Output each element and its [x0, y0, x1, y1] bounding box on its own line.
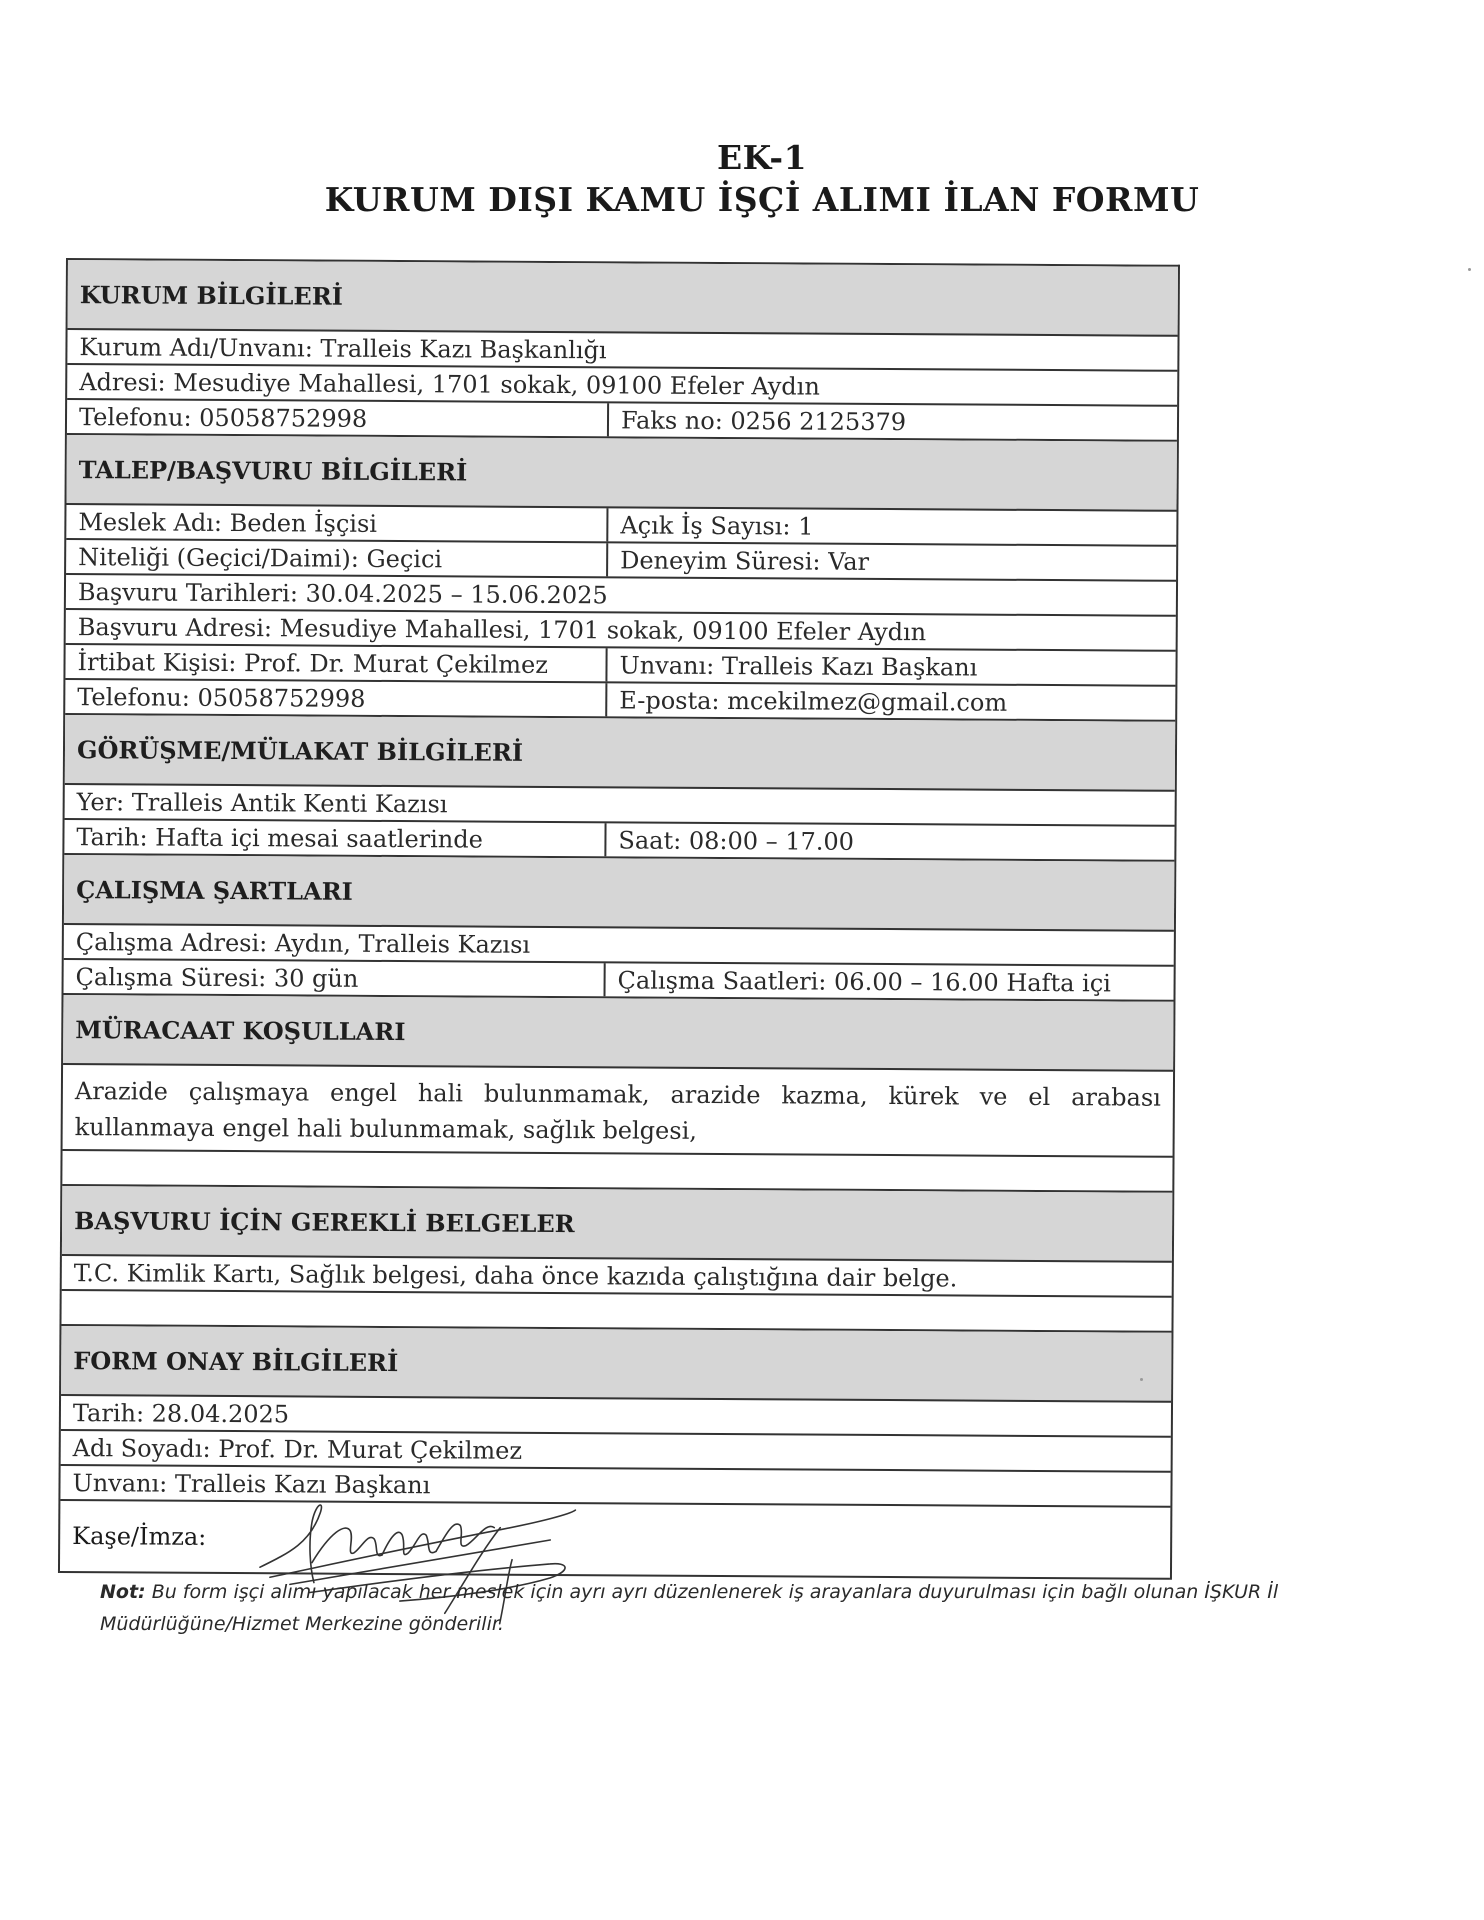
gerekli-belgeler-field: T.C. Kimlik Kartı, Sağlık belgesi, daha önce kazıda çalıştığına dair belge. [73, 1259, 958, 1293]
calisma-saatleri-field: Çalışma Saatleri: 06.00 – 16.00 Hafta içi [617, 966, 1111, 998]
form-code-title: EK-1 [716, 138, 808, 177]
note-label: Not: [100, 1581, 146, 1603]
section-header-kurum: KURUM BİLGİLERİ [68, 260, 1178, 337]
section-header-belgeler: BAŞVURU İÇİN GEREKLİ BELGELER [62, 1186, 1172, 1263]
row-kase-imza [60, 1501, 1170, 1580]
talep-eposta-field: E-posta: mcekilmez@gmail.com [619, 686, 1008, 717]
nitelik-field: Niteliği (Geçici/Daimi): Geçici [66, 540, 608, 576]
note-text: Bu form işçi alımı yapılacak her meslek için ayrı ayrı düzenlenerek iş arayanlara duyurulması için bağlı olunan İŞKUR İl Müdürlüğüne/Hizmet Merkezine gönderilir. [100, 1581, 1279, 1635]
footer-note [100, 1576, 1390, 1640]
talep-telefon-field: Telefonu: 05058752998 [65, 680, 607, 716]
onay-tarih-field: Tarih: 28.04.2025 [72, 1399, 290, 1429]
application-form-table [58, 258, 1180, 1580]
onay-unvan-field: Unvanı: Tralleis Kazı Başkanı [72, 1469, 431, 1500]
gorusme-saat-field: Saat: 08:00 – 17.00 [618, 826, 855, 856]
irtibat-kisisi-field: İrtibat Kişisi: Prof. Dr. Murat Çekilmez [65, 645, 607, 681]
scan-speck [1140, 1378, 1143, 1381]
gorusme-yer-field: Yer: Tralleis Antik Kenti Kazısı [76, 788, 448, 819]
gorusme-tarih-field: Tarih: Hafta içi mesai saatlerinde [64, 820, 606, 856]
section-header-onay: FORM ONAY BİLGİLERİ [61, 1326, 1171, 1403]
onay-adi-soyadi-field: Adı Soyadı: Prof. Dr. Murat Çekilmez [72, 1434, 523, 1465]
kurum-adi-field: Kurum Adı/Unvanı: Tralleis Kazı Başkanlığı [79, 333, 607, 365]
section-header-talep: TALEP/BAŞVURU BİLGİLERİ [66, 435, 1176, 512]
basvuru-tarihleri-field: Başvuru Tarihleri: 30.04.2025 – 15.06.2025 [77, 578, 608, 610]
section-header-calisma: ÇALIŞMA ŞARTLARI [64, 855, 1174, 932]
meslek-adi-field: Meslek Adı: Beden İşçisi [66, 505, 608, 541]
kurum-faks-field: Faks no: 0256 2125379 [620, 406, 907, 437]
irtibat-unvan-field: Unvanı: Tralleis Kazı Başkanı [619, 651, 978, 682]
muracaat-kosullari-text: Arazide çalışmaya engel hali bulunmamak, arazide kazma, kürek ve el arabası kullanmaya engel hali bulunmamak, sağlık belgesi, [63, 1065, 1174, 1158]
calisma-adres-field: Çalışma Adresi: Aydın, Tralleis Kazısı [75, 928, 531, 959]
kase-imza-label: Kaşe/İmza: [72, 1522, 207, 1551]
calisma-sure-field: Çalışma Süresi: 30 gün [64, 960, 606, 996]
section-header-muracaat: MÜRACAAT KOŞULLARI [63, 995, 1173, 1072]
form-main-title: KURUM DIŞI KAMU İŞÇİ ALIMI İLAN FORMU [324, 180, 1200, 219]
deneyim-field: Deneyim Süresi: Var [620, 546, 870, 576]
acik-is-sayisi-field: Açık İş Sayısı: 1 [620, 511, 814, 541]
kurum-adres-field: Adresi: Mesudiye Mahallesi, 1701 sokak, 09100 Efeler Aydın [79, 368, 820, 401]
basvuru-adresi-field: Başvuru Adresi: Mesudiye Mahallesi, 1701 sokak, 09100 Efeler Aydın [77, 613, 927, 647]
section-header-gorusme: GÖRÜŞME/MÜLAKAT BİLGİLERİ [65, 715, 1175, 792]
scan-speck [1468, 268, 1471, 271]
kurum-telefon-field: Telefonu: 05058752998 [67, 400, 609, 436]
